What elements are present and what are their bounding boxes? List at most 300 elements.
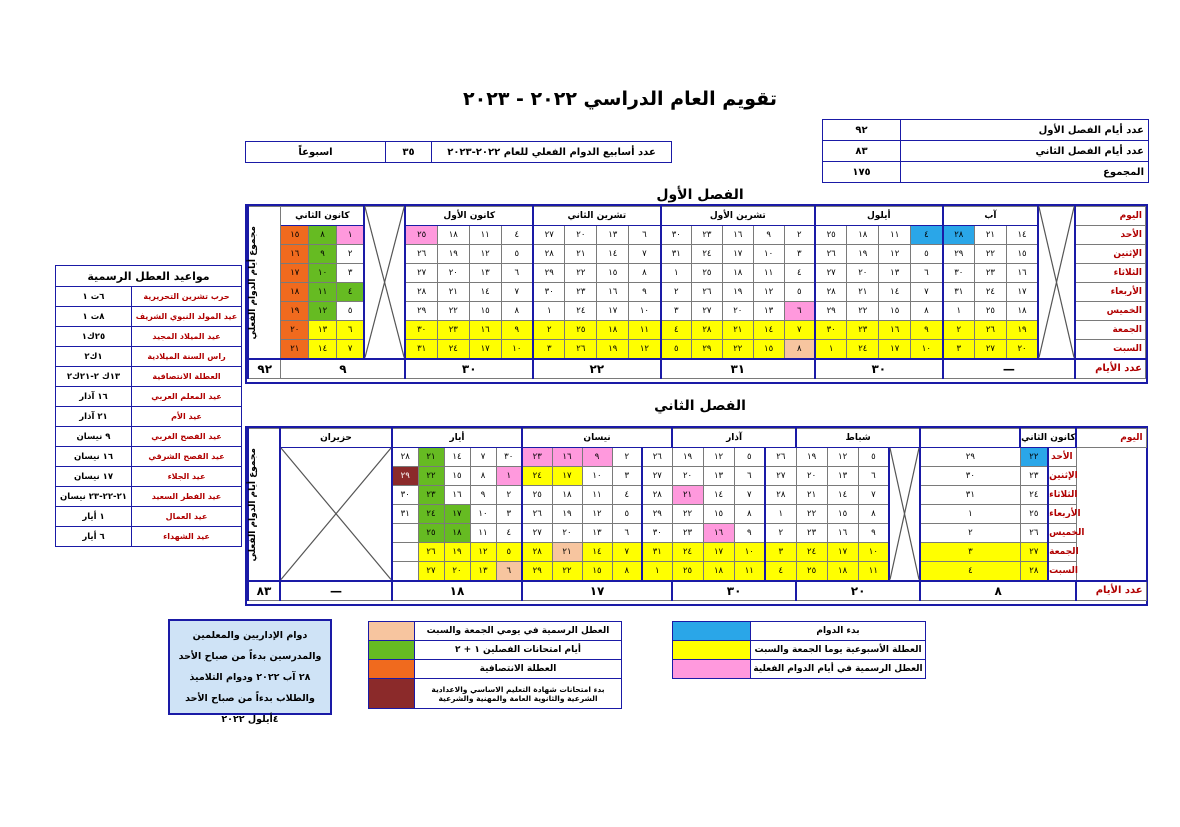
legend-label: العطلة الأسبوعية يوما الجمعة والسبت [751,641,926,660]
date-cell: ٢٧ [642,467,672,486]
date-cell: ٦ [612,524,642,543]
date-cell: ٤ [336,283,364,302]
holiday-date: ١ك٢ [56,347,132,367]
month-header: أيار [392,429,522,448]
date-cell: ٢٣ [437,321,469,340]
date-cell: ٤ [496,524,522,543]
date-cell: ٢٧ [691,302,722,321]
no-school-cell [280,448,392,581]
no-school-cell [1038,207,1075,359]
holiday-date: ١ أيار [56,507,132,527]
date-cell: ٢٦ [522,505,552,524]
holiday-date: ١٦ نيسان [56,447,132,467]
date-cell: ٢٩ [943,245,975,264]
date-cell: ٧ [629,245,661,264]
holiday-row [56,487,242,507]
date-cell: ٢٦ [974,321,1006,340]
date-cell: ١ [943,302,975,321]
date-cell: ٢٢ [796,505,827,524]
date-cell: ٢٦ [418,543,444,562]
date-cell: ١٨ [1006,302,1038,321]
holiday-name: عيد المولد النبوي الشريف [132,307,242,327]
date-cell: ٢١ [672,486,703,505]
date-cell: ١٧ [827,543,858,562]
semester2-calendar [245,426,1148,606]
legend-swatch [673,660,751,679]
date-cell: ١٧ [722,245,753,264]
date-cell: ١٩ [437,245,469,264]
date-cell: ١ [336,226,364,245]
holiday-row [56,387,242,407]
date-cell: ٤ [501,226,533,245]
day-label: الثلاثاء [1075,264,1145,283]
date-cell: ٢٣ [418,486,444,505]
date-cell: ٢٧ [974,340,1006,359]
date-cell: ٦ [501,264,533,283]
day-label: عدد الأيام [1075,359,1145,379]
date-cell: ٢٩ [691,340,722,359]
date-cell: ٢٠ [672,467,703,486]
date-cell: ١٣ [597,226,629,245]
date-cell: ٢٠ [796,467,827,486]
date-cell: ١٦ [827,524,858,543]
holiday-name: عيد الفصح الشرقي [132,447,242,467]
month-total: ٣٠ [815,359,943,379]
date-cell: ٢٧ [405,264,437,283]
date-cell: ٣٠ [943,264,975,283]
date-cell: ٢٣ [847,321,879,340]
date-cell: ١١ [469,226,501,245]
date-cell: ١٦ [469,321,501,340]
date-cell: ٣١ [943,283,975,302]
date-cell: ٣١ [642,543,672,562]
date-cell: ١٤ [827,486,858,505]
date-cell: ٧ [336,340,364,359]
date-cell: ١٩ [444,543,470,562]
date-cell: ٢٤ [418,505,444,524]
date-cell: ١٤ [309,340,337,359]
date-cell: ٩ [734,524,765,543]
date-cell: ١١ [582,486,612,505]
month-total: ١٧ [522,581,672,601]
date-cell: ٢٣ [796,524,827,543]
date-cell: ٤ [920,562,1020,581]
date-cell: ١٥ [597,264,629,283]
date-cell: ١٨ [281,283,309,302]
holiday-date: ١٧ نيسان [56,467,132,487]
date-cell [392,524,418,543]
date-cell: ٧ [858,486,889,505]
holiday-date: ٢١ آذار [56,407,132,427]
date-cell: ١٠ [911,340,943,359]
date-cell: ١٧ [597,302,629,321]
date-cell: ١٦ [703,524,734,543]
date-cell: ٢٢ [437,302,469,321]
date-cell: ٢٥ [1020,505,1048,524]
date-cell: ٣٠ [815,321,847,340]
month-header: آذار [672,429,796,448]
date-cell: ١٢ [469,245,501,264]
date-cell: ٢٥ [974,302,1006,321]
date-cell: ٥ [734,448,765,467]
date-cell: ١٧ [879,340,911,359]
date-cell: ٩ [753,226,784,245]
date-cell: ١٩ [722,283,753,302]
date-cell: ٢٠ [722,302,753,321]
date-cell: ٢٥ [691,264,722,283]
date-cell: ٢ [943,321,975,340]
date-cell [392,543,418,562]
date-cell: ١٨ [552,486,582,505]
semester-days-table [822,119,1149,183]
legend-label: بدء الدوام [751,622,926,641]
legend-left [368,621,622,709]
legend-item [369,622,622,641]
date-cell: ٢٨ [691,321,722,340]
date-cell: ٥ [784,283,815,302]
date-cell: ١١ [858,562,889,581]
cross-out-icon [281,448,391,580]
date-cell: ٢١ [722,321,753,340]
date-cell: ٤ [661,321,692,340]
legend-item [673,641,926,660]
date-cell: ١٣ [827,467,858,486]
date-cell: ١٤ [469,283,501,302]
date-cell: ٢٩ [642,505,672,524]
date-cell: ٢٢ [974,245,1006,264]
date-cell: ٧ [612,543,642,562]
date-cell: ٢٤ [691,245,722,264]
date-cell: ٢ [336,245,364,264]
date-cell: ١٥ [1006,245,1038,264]
date-cell: ٣ [496,505,522,524]
weeks-value: ٣٥ [386,142,432,163]
holiday-name: عيد الميلاد المجيد [132,327,242,347]
day-label: الخميس [1075,302,1145,321]
holiday-date: ٨ت ١ [56,307,132,327]
date-cell: ١٨ [437,226,469,245]
legend-right [672,621,926,679]
date-cell: ٧ [911,283,943,302]
date-cell: ٢٤ [1020,486,1048,505]
date-cell: ٢٤ [847,340,879,359]
date-cell: ٢٣ [672,524,703,543]
date-cell: ٢٠ [281,321,309,340]
date-cell: ٢٠ [437,264,469,283]
date-cell: ١٥ [444,467,470,486]
date-cell: ٢٩ [522,562,552,581]
date-cell: ٢٨ [533,245,565,264]
date-cell: ٢٨ [392,448,418,467]
month-total: ٣٠ [405,359,533,379]
date-cell: ٩ [858,524,889,543]
month-total: ٨ [920,581,1076,601]
date-cell: ٢٥ [522,486,552,505]
date-cell: ١٤ [444,448,470,467]
day-label: الأحد [1075,226,1145,245]
no-school-cell [889,448,920,581]
day-label: اليوم [1076,429,1146,448]
date-cell [392,562,418,581]
date-cell: ٢ [661,283,692,302]
date-cell: ١٠ [470,505,496,524]
date-cell: ١٠ [734,543,765,562]
weeks-label: عدد أسابيع الدوام الفعلي للعام ٢٠٢٢-٢٠٢٣ [432,142,672,163]
date-cell: ٣٠ [405,321,437,340]
holiday-name: عيد الفصح الغربي [132,427,242,447]
month-total: ٣١ [661,359,815,379]
date-cell: ١٥ [879,302,911,321]
date-cell: ٢٧ [533,226,565,245]
date-cell: ٣١ [392,505,418,524]
date-cell: ٣١ [405,340,437,359]
holiday-row [56,307,242,327]
semester1-title: الفصل الأول [656,187,744,203]
month-total: ٢٠ [796,581,920,601]
month-total: — [943,359,1076,379]
date-cell: ١٨ [827,562,858,581]
date-cell: ٢٥ [565,321,597,340]
day-label: الجمعة [1048,543,1076,562]
date-cell: ١ [815,340,847,359]
date-cell: ١٨ [444,524,470,543]
date-cell: ٢٣ [522,448,552,467]
holiday-date: ٩ نيسان [56,427,132,447]
date-cell: ١٤ [753,321,784,340]
date-cell: ٤ [784,264,815,283]
date-cell: ٢٨ [522,543,552,562]
date-cell: ١ [642,562,672,581]
holiday-name: حرب تشرين التحريرية [132,287,242,307]
date-cell: ٥ [911,245,943,264]
date-cell: ٣ [765,543,796,562]
date-cell: ١٥ [582,562,612,581]
month-header: آب [943,207,1039,226]
date-cell: ١٠ [501,340,533,359]
semester1-total: ٩٢ [248,359,281,379]
date-cell: ١٩ [1006,321,1038,340]
date-cell: ١ [920,505,1020,524]
date-cell: ٢٥ [815,226,847,245]
date-cell: ١٠ [309,264,337,283]
month-header: نيسان [522,429,672,448]
month-header: كانون الثاني [1020,429,1076,448]
month-header: شباط [796,429,920,448]
totals-row [248,581,1146,601]
holiday-row [56,407,242,427]
semester2-total: ٨٣ [248,581,280,601]
date-cell: ٨ [911,302,943,321]
date-cell: ١٢ [827,448,858,467]
date-cell: ٢ [920,524,1020,543]
date-cell: ١٤ [597,245,629,264]
date-cell: ١٣ [469,264,501,283]
date-cell: ٢٤ [796,543,827,562]
date-cell: ٣١ [661,245,692,264]
month-header: كانون الأول [405,207,533,226]
date-cell: ٨ [629,264,661,283]
month-header: حزيران [280,429,392,448]
date-cell: ١٩ [281,302,309,321]
stats-label: عدد أيام الفصل الثاني [901,141,1149,162]
date-cell: ١٧ [469,340,501,359]
date-cell: ٢٢ [565,264,597,283]
date-cell: ١٣ [703,467,734,486]
date-cell: ١٨ [597,321,629,340]
date-cell: ١٧ [703,543,734,562]
date-cell: ٢٩ [815,302,847,321]
day-label: الأحد [1048,448,1076,467]
holiday-row [56,447,242,467]
semester1-total-label: مجموع أيام الدوام الفعلي [248,207,281,359]
date-cell: ١٩ [796,448,827,467]
date-cell: ٣٠ [920,467,1020,486]
legend-item [369,660,622,679]
weeks-unit: اسبوعاً [246,142,386,163]
date-cell: ٢١ [796,486,827,505]
date-cell: ٢٧ [815,264,847,283]
cross-out-icon [365,207,404,358]
date-cell: ٢٦ [765,448,796,467]
stats-row [823,162,1149,183]
date-cell: ١٠ [753,245,784,264]
holiday-name: عيد الشهداء [132,527,242,547]
legend-label: بدء امتحانات شهادة التعليم الاساسي والاعدادية الشرعية والثانوية العامة والمهنية والشرعية [415,679,622,709]
date-cell: ٢٤ [974,283,1006,302]
date-cell: ١٣ [582,524,612,543]
date-cell: ٦ [734,467,765,486]
date-cell: ٢٤ [522,467,552,486]
date-cell: ١٠ [858,543,889,562]
date-cell: ٢٤ [672,543,703,562]
date-cell: ٢٠ [565,226,597,245]
start-date-note: دوام الإداريين والمعلمين والمدرسين بدءاً من صباح الأحد ٢٨ آب ٢٠٢٢ ودوام التلاميذ والطلاب بدءاً من صباح الأحد ٤أيلول ٢٠٢٢ [168,619,332,715]
date-cell: ١٦ [552,448,582,467]
date-cell: ٢٣ [691,226,722,245]
holiday-name: عيد الأم [132,407,242,427]
stats-row [823,141,1149,162]
day-label: السبت [1048,562,1076,581]
month-header [920,429,1020,448]
date-cell: ٥ [661,340,692,359]
date-cell: ٢ [533,321,565,340]
date-cell: ١٩ [672,448,703,467]
date-cell: ١١ [629,321,661,340]
holiday-date: ٦ت ١ [56,287,132,307]
holiday-date: ٢٥ك١ [56,327,132,347]
holiday-name: عيد المعلم العربي [132,387,242,407]
date-cell: ١٨ [847,226,879,245]
totals-row [248,359,1146,379]
weeks-table [245,141,672,163]
date-cell: ٨ [470,467,496,486]
date-cell: ١٧ [552,467,582,486]
legend-swatch [369,679,415,709]
date-cell: ٣ [336,264,364,283]
holiday-date: ٢١-٢٢-٢٣ نيسان [56,487,132,507]
date-cell: ٩ [911,321,943,340]
date-cell: ٨ [501,302,533,321]
date-cell: ٢٢ [1020,448,1048,467]
date-cell: ١٦ [1006,264,1038,283]
semester2-grid [247,428,1147,601]
date-cell: ١١ [734,562,765,581]
date-cell: ٢٨ [405,283,437,302]
date-cell: ١١ [309,283,337,302]
date-cell: ١٤ [703,486,734,505]
date-cell: ٤ [765,562,796,581]
date-cell: ٢٠ [552,524,582,543]
holiday-row [56,527,242,547]
month-total: ٩ [281,359,406,379]
date-cell: ١١ [470,524,496,543]
date-cell: ٢٨ [1020,562,1048,581]
date-cell: ٨ [858,505,889,524]
legend-swatch [369,660,415,679]
date-cell: ٢ [784,226,815,245]
holiday-row [56,507,242,527]
date-cell: ١٩ [597,340,629,359]
date-cell: ٣١ [920,486,1020,505]
date-cell: ٣ [920,543,1020,562]
date-cell: ٣٠ [642,524,672,543]
date-cell: ١٣ [470,562,496,581]
date-cell: ٢٥ [672,562,703,581]
month-total: — [280,581,392,601]
date-cell: ١٨ [722,264,753,283]
semester1-calendar [245,204,1148,384]
date-cell: ٢ [496,486,522,505]
page-title: تقويم العام الدراسي ٢٠٢٢ - ٢٠٢٣ [463,88,777,110]
date-cell: ٩ [470,486,496,505]
month-total: ٢٢ [533,359,661,379]
date-cell: ٩ [309,245,337,264]
holidays-title: مواعيد العطل الرسمية [56,266,242,287]
holiday-row [56,367,242,387]
date-cell: ٢٨ [765,486,796,505]
month-header: أيلول [815,207,943,226]
date-cell: ٢ [765,524,796,543]
date-cell: ٢٦ [405,245,437,264]
date-cell: ٢٩ [392,467,418,486]
date-cell: ١٧ [1006,283,1038,302]
no-school-cell [364,207,405,359]
date-cell: ٢٧ [1020,543,1048,562]
date-cell: ٨ [734,505,765,524]
day-label: عدد الأيام [1076,581,1146,601]
date-cell: ٢١ [974,226,1006,245]
date-cell: ١١ [753,264,784,283]
holiday-name: العطلة الانتصافية [132,367,242,387]
date-cell: ٥ [496,543,522,562]
date-cell: ٢٢ [672,505,703,524]
day-label: الخميس [1048,524,1076,543]
stats-value: ١٧٥ [823,162,901,183]
date-cell: ١ [661,264,692,283]
day-label: الأربعاء [1075,283,1145,302]
stats-row [823,120,1149,141]
date-cell: ١٦ [597,283,629,302]
month-header: تشرين الأول [661,207,815,226]
date-cell: ٤ [612,486,642,505]
date-cell: ٥ [336,302,364,321]
date-cell: ٥ [501,245,533,264]
date-cell: ١٥ [703,505,734,524]
date-cell: ١٤ [1006,226,1038,245]
holiday-row [56,327,242,347]
date-cell: ١٢ [879,245,911,264]
date-cell: ٧ [470,448,496,467]
